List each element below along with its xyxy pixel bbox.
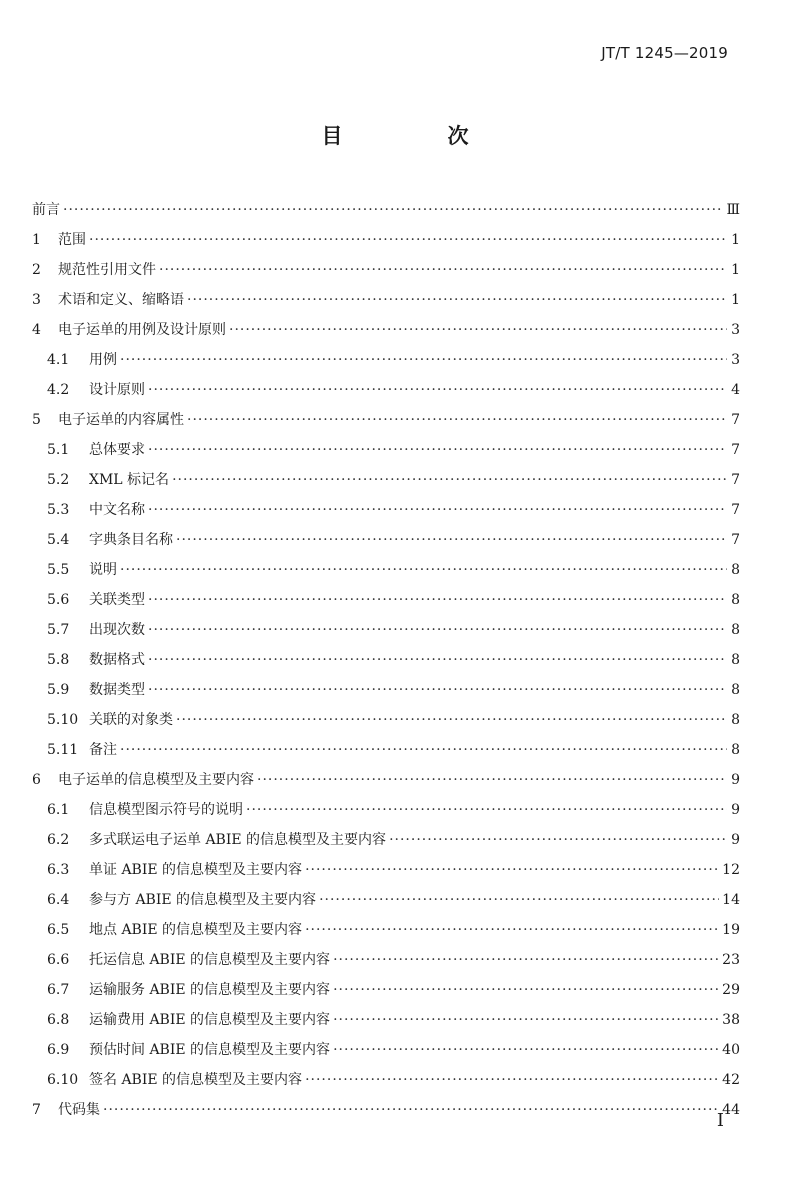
toc-entry[interactable] [32,219,740,249]
toc-entry[interactable] [32,579,740,609]
toc-entry-title: 参与方 ABIE 的信息模型及主要内容 [89,892,317,908]
toc-entry-page: 8 [731,592,740,608]
toc-entry[interactable] [32,1059,740,1089]
dot-leader [333,951,719,969]
toc-entry[interactable] [32,639,740,669]
table-of-contents [32,189,740,1119]
toc-entry-title: 说明 [89,562,117,578]
toc-entry-number: 6.3 [47,862,70,878]
toc-entry[interactable] [32,1029,740,1059]
dot-leader [246,801,727,819]
toc-entry-label [47,1011,330,1029]
toc-entry-label [47,591,145,609]
toc-entry-number: 5.3 [47,502,70,518]
toc-entry-number: 5.8 [47,652,70,668]
dot-leader [148,441,727,459]
toc-entry-number: 5 [32,412,41,428]
toc-entry-label [47,951,330,969]
toc-entry-page: 7 [731,442,740,458]
toc-entry-number: 6.9 [47,1042,70,1058]
toc-entry-label [32,321,226,339]
toc-entry-number: 6.10 [47,1072,79,1088]
toc-entry-title: 单证 ABIE 的信息模型及主要内容 [89,862,303,878]
toc-entry-page: 7 [731,412,740,428]
toc-entry-label [32,291,184,309]
toc-entry-label [47,891,316,909]
dot-leader [148,651,727,669]
toc-entry-page: 23 [722,952,740,968]
toc-entry-page: 12 [722,862,740,878]
toc-entry-label [47,921,302,939]
toc-entry-title: 数据类型 [89,682,145,698]
dot-leader [333,981,719,999]
toc-entry-title: 电子运单的内容属性 [58,412,184,428]
toc-entry-label [47,441,145,459]
toc-entry-page: 7 [731,502,740,518]
dot-leader [187,411,727,429]
toc-entry-number: 6.1 [47,802,70,818]
toc-entry-number: 6.2 [47,832,70,848]
toc-entry[interactable] [32,399,740,429]
toc-entry-title: XML 标记名 [89,472,170,488]
dot-leader [120,351,727,369]
toc-entry-page: 7 [731,532,740,548]
toc-entry-label [32,1101,100,1119]
toc-entry-page: Ⅲ [726,202,740,218]
toc-entry-title: 电子运单的用例及设计原则 [58,322,226,338]
toc-entry-number: 6.7 [47,982,70,998]
toc-entry-title: 多式联运电子运单 ABIE 的信息模型及主要内容 [89,832,387,848]
dot-leader [305,861,719,879]
dot-leader [389,831,727,849]
toc-entry-title: 规范性引用文件 [58,262,156,278]
toc-entry-number: 5.7 [47,622,70,638]
toc-entry-label [47,801,243,819]
dot-leader [305,1071,719,1089]
toc-entry-label [47,711,173,729]
toc-entry-label [47,651,145,669]
toc-entry-page: 9 [731,802,740,818]
toc-entry-page: 19 [722,922,740,938]
toc-entry-label [47,1071,302,1089]
toc-entry-title: 数据格式 [89,652,145,668]
toc-entry-title: 字典条目名称 [89,532,173,548]
toc-entry-title: 签名 ABIE 的信息模型及主要内容 [89,1072,303,1088]
dot-leader [159,261,727,279]
toc-entry[interactable] [32,729,740,759]
toc-entry[interactable] [32,609,740,639]
toc-entry-label [47,621,145,639]
dot-leader [257,771,727,789]
toc-entry[interactable] [32,459,740,489]
toc-entry-title: 运输服务 ABIE 的信息模型及主要内容 [89,982,331,998]
toc-entry-label [47,741,117,759]
toc-entry[interactable] [32,909,740,939]
toc-entry-label [47,561,117,579]
toc-entry-page: 42 [722,1072,740,1088]
toc-entry-page: 40 [722,1042,740,1058]
toc-entry[interactable] [32,189,740,219]
toc-entry-title: 预估时间 ABIE 的信息模型及主要内容 [89,1042,331,1058]
toc-entry-label [47,531,173,549]
dot-leader [89,231,727,249]
dot-leader [229,321,727,339]
toc-entry-number: 4 [32,322,41,338]
toc-entry-label [32,411,184,429]
dot-leader [148,621,727,639]
toc-entry-page: 9 [731,772,740,788]
toc-entry-number: 1 [32,232,41,248]
toc-entry-label [47,681,145,699]
toc-entry-page: 8 [731,742,740,758]
toc-entry[interactable] [32,369,740,399]
document-id: JT/T 1245—2019 [601,44,728,62]
toc-entry-number: 6.4 [47,892,70,908]
toc-entry[interactable] [32,969,740,999]
dot-leader [103,1101,719,1119]
toc-entry-number: 6.6 [47,952,70,968]
toc-entry-title: 中文名称 [89,502,145,518]
toc-entry-label [32,231,86,249]
dot-leader [187,291,727,309]
toc-entry[interactable] [32,669,740,699]
toc-entry-title: 关联的对象类 [89,712,173,728]
toc-entry-page: 4 [731,382,740,398]
dot-leader [305,921,719,939]
dot-leader [120,561,727,579]
toc-entry-page: 1 [731,262,740,278]
dot-leader [319,891,719,909]
toc-entry-label [47,861,302,879]
toc-entry-number: 5.1 [47,442,70,458]
toc-entry[interactable] [32,489,740,519]
dot-leader [148,681,727,699]
toc-entry[interactable] [32,309,740,339]
toc-entry-page: 8 [731,712,740,728]
toc-entry-label [47,501,145,519]
toc-entry-page: 29 [722,982,740,998]
toc-entry-title: 范围 [58,232,86,248]
toc-entry-label [32,771,254,789]
toc-entry[interactable] [32,819,740,849]
toc-entry-number: 5.6 [47,592,70,608]
toc-entry-number: 5.9 [47,682,70,698]
toc-entry-title: 运输费用 ABIE 的信息模型及主要内容 [89,1012,331,1028]
toc-entry-label [32,261,156,279]
toc-entry-page: 8 [731,622,740,638]
toc-entry-label [47,1041,330,1059]
page-number: I [716,1110,724,1131]
toc-entry-number: 7 [32,1102,41,1118]
toc-entry[interactable] [32,759,740,789]
toc-entry-number: 3 [32,292,41,308]
toc-entry-title: 地点 ABIE 的信息模型及主要内容 [89,922,303,938]
toc-entry[interactable] [32,249,740,279]
toc-entry-page: 8 [731,682,740,698]
toc-entry-title: 代码集 [58,1102,100,1118]
toc-entry[interactable] [32,549,740,579]
dot-leader [176,531,727,549]
toc-entry[interactable] [32,1089,740,1119]
toc-entry-number: 5.5 [47,562,70,578]
toc-entry[interactable] [32,789,740,819]
toc-entry-number: 6.5 [47,922,70,938]
dot-leader [333,1011,719,1029]
toc-entry-title: 设计原则 [89,382,145,398]
toc-entry[interactable] [32,849,740,879]
toc-entry-title: 电子运单的信息模型及主要内容 [58,772,254,788]
toc-entry-title: 前言 [32,202,60,218]
dot-leader [148,381,727,399]
page-title: 目 次 [321,124,511,148]
toc-entry[interactable] [32,699,740,729]
toc-entry-title: 术语和定义、缩略语 [58,292,184,308]
toc-entry-label [47,471,169,489]
toc-entry-label [47,351,117,369]
dot-leader [333,1041,719,1059]
toc-entry-number: 5.11 [47,742,79,758]
toc-entry-page: 44 [722,1102,740,1118]
toc-entry-page: 3 [731,322,740,338]
toc-entry-number: 4.1 [47,352,70,368]
toc-entry-page: 9 [731,832,740,848]
toc-entry[interactable] [32,519,740,549]
toc-entry[interactable] [32,429,740,459]
toc-entry[interactable] [32,879,740,909]
toc-entry-page: 8 [731,652,740,668]
dot-leader [120,741,727,759]
dot-leader [63,201,723,219]
toc-entry-title: 总体要求 [89,442,145,458]
toc-entry-page: 14 [722,892,740,908]
toc-entry[interactable] [32,339,740,369]
toc-entry-number: 6 [32,772,41,788]
toc-entry-number: 6.8 [47,1012,70,1028]
toc-entry-number: 4.2 [47,382,70,398]
toc-entry-label [47,831,386,849]
toc-entry-number: 5.10 [47,712,79,728]
toc-entry-title: 备注 [89,742,117,758]
toc-entry[interactable] [32,279,740,309]
toc-entry-page: 3 [731,352,740,368]
toc-entry-title: 信息模型图示符号的说明 [89,802,243,818]
toc-entry-label [32,201,60,219]
toc-entry-page: 38 [722,1012,740,1028]
toc-entry-title: 用例 [89,352,117,368]
toc-entry-number: 2 [32,262,41,278]
toc-entry[interactable] [32,939,740,969]
toc-entry-label [47,981,330,999]
dot-leader [176,711,727,729]
toc-entry-page: 7 [731,472,740,488]
toc-entry-page: 1 [731,292,740,308]
toc-entry-page: 8 [731,562,740,578]
toc-entry-label [47,381,145,399]
toc-entry-number: 5.2 [47,472,70,488]
dot-leader [148,501,727,519]
dot-leader [172,471,727,489]
toc-entry[interactable] [32,999,740,1029]
toc-entry-title: 关联类型 [89,592,145,608]
dot-leader [148,591,727,609]
toc-entry-number: 5.4 [47,532,70,548]
toc-entry-title: 托运信息 ABIE 的信息模型及主要内容 [89,952,331,968]
toc-entry-title: 出现次数 [89,622,145,638]
toc-entry-page: 1 [731,232,740,248]
